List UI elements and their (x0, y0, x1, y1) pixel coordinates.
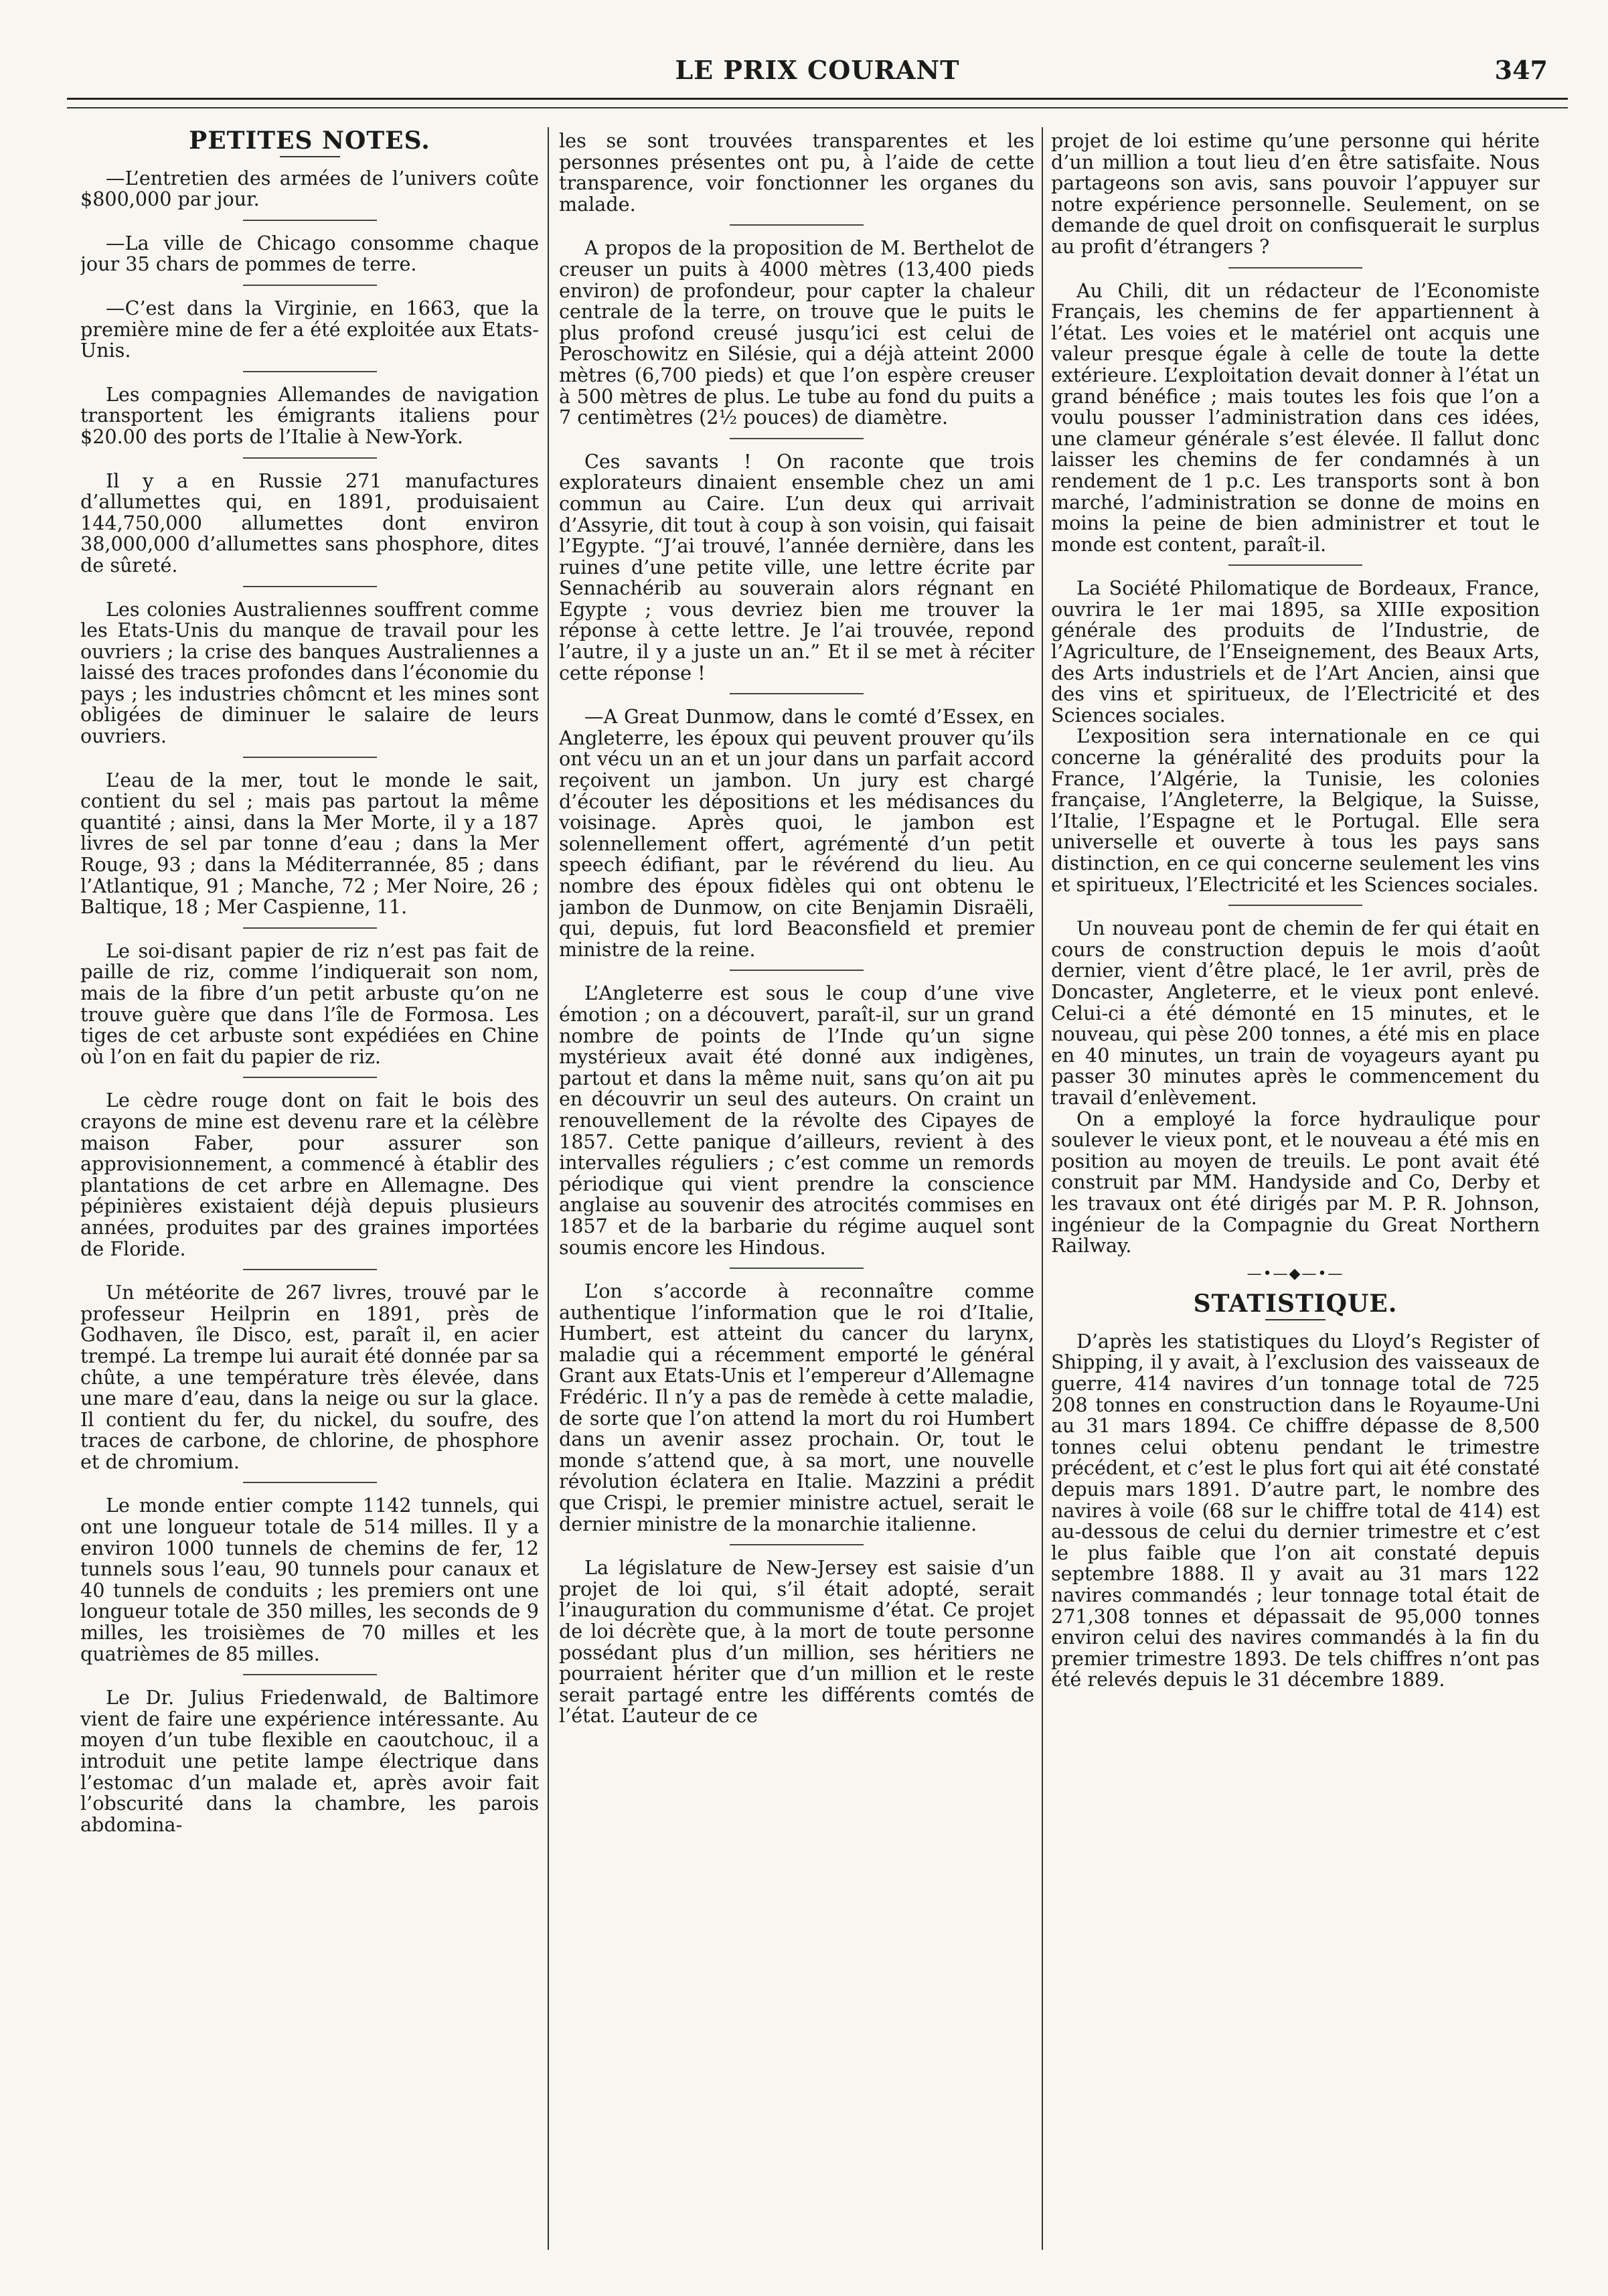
note-separator (243, 1482, 377, 1483)
note: Le monde entier compte 1142 tunnels, qui ont une longueur totale de 514 milles. Il y a environ 1000 tunnels de chemins de fer, 12 tunnels sous l’eau, 90 tunnels pour canaux et 40 tunnels de conduits ; les premiers ont une longueur totale de 350 milles, les seconds de 9 milles, les troisièmes de 70 milles et les quatrièmes de 85 milles. (80, 1494, 539, 1665)
note-separator (243, 220, 377, 221)
note-separator (243, 757, 377, 758)
note-separator (1228, 267, 1362, 269)
note-separator (243, 586, 377, 587)
note-separator (243, 1077, 377, 1078)
note: Le soi-disant papier de riz n’est pas fait de paille de riz, comme l’indiquerait son nom, mais de la fibre d’un petit arbuste qu’on ne trouve guère que dans l’île de Formosa. Les tiges de cet arbuste sont expédiées en Chine où l’on en fait du papier de riz. (80, 939, 539, 1068)
note-separator (243, 1269, 377, 1270)
note: Ces savants ! On raconte que trois explorateurs dinaient ensemble chez un ami commun au Caire. L’un deux qui arrivait d’Assyrie, dit tout à coup à son voisin, qui faisait l’Egypte. “J’ai trouvé, l’année dernière, dans les ruines d’une petite ville, une lettre écrite par Sennachérib au souverain alors régnant en Egypte ; vous devriez bien me trouver la réponse à cette lettre. Je l’ai trouvée, repond l’autre, il y a juste un an.” Et il se met à réciter cette réponse ! (559, 449, 1034, 684)
note: —A Great Dunmow, dans le comté d’Essex, en Angleterre, les époux qui peuvent prouver qu’ils ont vécu un an et un jour dans un parfait accord reçoivent un jambon. Un jury est chargé d’écouter les dépositions et les médisances du voisinage. Après quoi, le jambon est solennellement offert, agrémenté d’un petit speech édifiant, par le révérend du lieu. Au nombre des époux fidèles qui ont obtenu le jambon de Dunmow, on cite Benjamin Disraëli, qui, depuis, fut lord Beaconsfield et premier ministre de la reine. (559, 705, 1034, 961)
note: L’eau de la mer, tout le monde le sait, contient du sel ; mais pas partout la même quantité ; ainsi, dans la Mer Morte, il y a 187 livres de sel par tonne d’eau ; dans la Mer Rouge, 93 ; dans la Méditerrannée, 85 ; dans l’Atlantique, 91 ; Manche, 72 ; Mer Noire, 26 ; Baltique, 18 ; Mer Caspienne, 11. (80, 768, 539, 919)
column-separator (1042, 127, 1043, 2250)
note-separator (243, 457, 377, 459)
note: Les compagnies Allemandes de navigation transportent les émigrants italiens pour $20.00 des ports de l’Italie à New-York. (80, 382, 539, 448)
page-number: 347 (1494, 55, 1548, 85)
note-separator (243, 285, 377, 286)
column-2 (559, 131, 1034, 2240)
note: —C’est dans la Virginie, en 1663, que la première mine de fer a été exploitée aux Etats-Unis. (80, 296, 539, 362)
column-separator (548, 127, 549, 2250)
note-separator (243, 1674, 377, 1675)
note: —L’entretien des armées de l’univers coûte $800,000 par jour. (80, 166, 539, 211)
note: La Société Philomatique de Bordeaux, France, ouvrira le 1er mai 1895, sa XIIIe exposition générale des produits de l’Industrie, de l’Agriculture, de l’Enseignement, des Beaux Arts, des Arts industriels et de l’Art Ancien, ainsi que des vins et spiritueux, de l’Electricité et des Sciences sociales. (1051, 577, 1540, 726)
note: L’exposition sera internationale en ce qui concerne la généralité des produits pour la France, l’Algérie, la Tunisie, les colonies française, l’Angleterre, la Belgique, la Suisse, l’Italie, l’Espagne et le Portugal. Elle sera universelle et ouverte à tous les pays sans distinction, en ce qui concerne seulement les vins et spiritueux, l’Electricité et les Sciences sociales. (1051, 724, 1540, 896)
header-double-rule (67, 107, 1568, 108)
title-rule (1265, 1319, 1325, 1320)
note-separator (730, 693, 864, 694)
column-3 (1051, 131, 1540, 2240)
note: Un nouveau pont de chemin de fer qui était en cours de construction depuis le mois d’août dernier, vient d’être placé, le 1er avril, près de Doncaster, Angleterre, et le vieux pont enlevé. Celui-ci a été démonté en 15 minutes, et le nouveau, qui pèse 200 tonnes, a été mis en place en 40 minutes, un train de voyageurs ayant pu passer 30 minutes après le commencement du travail d’enlèvement. (1051, 917, 1540, 1109)
note: L’Angleterre est sous le coup d’une vive émotion ; on a découvert, paraît-il, sur un grand nombre de points de l’Inde qu’un signe mystérieux avait été donné aux indigènes, partout et dans la même nuit, sans qu’on ait pu en découvrir un seul des auteurs. On craint un renouvellement de la révolte des Cipayes de 1857. Cette panique d’ailleurs, revient à des intervalles réguliers ; c’est comme un remords périodique qui vient prendre la conscience anglaise au souvenir des atrocités commises en 1857 et de la barbarie du régime auquel sont soumis encore les Hindous. (559, 982, 1034, 1259)
note: Au Chili, dit un rédacteur de l’Economiste Français, les chemins de fer appartiennent à l’état. Les voies et le matériel ont acquis une valeur presque égale à celle de toute la dette extérieure. L’exploitation devait donner à l’état un grand bénéfice ; mais toutes les fois que l’on a voulu pousser l’administration dans ces idées, une clameur générale s’est élevée. Il fallut donc laisser les chemins de fer condamnés à un rendement de 1 p.c. Les transports sont à bon marché, l’administration se donne de moins en moins la peine de bien administrer et tout le monde est content, paraît-il. (1051, 279, 1540, 556)
note: Le Dr. Julius Friedenwald, de Baltimore vient de faire une expérience intéressante. Au moyen d’un tube flexible en caoutchouc, il a introduit une petite lampe électrique dans l’estomac d’un malade et, après avoir fait l’obscurité dans la chambre, les parois abdomina- (80, 1686, 539, 1836)
note-separator (730, 224, 864, 226)
ornament-divider: —•—◆—•— (1247, 1265, 1344, 1282)
note-continuation: projet de loi estime qu’une personne qui hérite d’un million a tout lieu d’en être satisfaite. Nous partageons son avis, sans pouvoir l’appuyer sur notre expérience personnelle. Seulement, on se demande de quel droit on confisquerait le surplus au profit d’étrangers ? (1051, 131, 1540, 258)
note-separator (1228, 564, 1362, 566)
note: L’on s’accorde à reconnaître comme authentique l’information que le roi d’Italie, Humbert, est atteint du cancer du larynx, maladie qui a récemment emporté le général Grant aux Etats-Unis et l’empereur d’Allemagne Frédéric. Il n’y a pas de remède à cette maladie, de sorte que l’on attend la mort du roi Humbert dans un avenir assez prochain. Or, tout le monde s’attend que, à sa mort, une nouvelle révolution éclatera en Italie. Mazzini a prédit que Crispi, le premier ministre actuel, serait le dernier ministre de la monarchie italienne. (559, 1280, 1034, 1535)
note: Il y a en Russie 271 manufactures d’allumettes qui, en 1891, produisaient 144,750,000 allumettes dont environ 38,000,000 d’allumettes sans phosphore, dites de sûreté. (80, 469, 539, 577)
section-title-petites-notes: PETITES NOTES. (189, 131, 430, 155)
running-title: LE PRIX COURANT (675, 55, 960, 85)
note: Un météorite de 267 livres, trouvé par le professeur Heilprin en 1891, près de Godhaven, île Disco, est, paraît il, en acier trempé. La trempe lui aurait été donnée par sa chûte, a une température très élevée, dans une mare d’eau, dans la neige ou sur la glace. Il contient du fer, du nickel, du soufre, des traces de carbone, de chlorine, de phosphore et de chromium. (80, 1281, 539, 1473)
note: —La ville de Chicago consomme chaque jour 35 chars de pommes de terre. (80, 231, 539, 276)
note: La législature de New-Jersey est saisie d’un projet de loi qui, s’il était adopté, serait l’inauguration du communisme d’état. Ce projet de loi décrète que, à la mort de toute personne possédant plus d’un million, ses héritiers ne pourraient hériter que d’un million et le reste serait partagé entre les différents comtés de l’état. L’auteur de ce (559, 1556, 1034, 1728)
running-head (67, 52, 1568, 100)
title-rule (280, 156, 340, 157)
note: On a employé la force hydraulique pour soulever le vieux pont, et le nouveau a été mis en position au moyen de treuils. Le pont avait été construit par MM. Handyside and Co, Derby et les travaux ont été dirigés par M. P. R. Johnson, ingénieur de la Compagnie du Great Northern Railway. (1051, 1107, 1540, 1257)
note: A propos de la proposition de M. Berthelot de creuser un puits à 4000 mètres (13,400 pieds environ) de profondeur, pour capter la chaleur centrale de la terre, on trouve que le puits le plus profond creusé jusqu’ici est celui de Peroschowitz en Silésie, qui a déjà atteint 2000 mètres (6,700 pieds) et que l’on espère creuser à 500 mètres de plus. Le tube au fond du puits a 7 centimètres (2½ pouces) de diamètre. (559, 236, 1034, 429)
note-separator (730, 1268, 864, 1269)
statistique-text: D’après les statistiques du Lloyd’s Register of Shipping, il y avait, à l’exclusion des vaisseaux de guerre, 414 navires d’un tonnage total de 725 208 tonnes en construction dans le Royaume-Uni au 31 mars 1894. Ce chiffre dépasse de 8,500 tonnes celui obtenu pendant le trimestre précédent, et c’est le plus fort qui ait été constaté depuis mars 1891. D’autre part, le nombre des navires à voile (68 sur le chiffre total de 414) est au-dessous de celui du dernier trimestre et c’est le plus faible que l’on ait constaté depuis septembre 1888. Il y avait au 31 mars 122 navires commandés ; leur tonnage total était de 271,308 tonnes et dépassait de 95,000 tonnes environ celui des navires commandés à la fin du premier trimestre 1893. De tels chiffres n’ont pas été relevés depuis le 31 décembre 1889. (1051, 1329, 1540, 1691)
note-separator (730, 970, 864, 971)
note: Le cèdre rouge dont on fait le bois des crayons de mine est devenu rare et la célèbre maison Faber, pour assurer son approvisionnement, a commencé à établir des plantations de cet arbre en Allemagne. Des pépinières existaient déjà depuis plusieurs années, produites par des graines importées de Floride. (80, 1089, 539, 1260)
note-separator (730, 1544, 864, 1545)
note-separator (243, 371, 377, 372)
section-title-statistique: STATISTIQUE. (1193, 1290, 1398, 1318)
note-separator (243, 927, 377, 929)
note-continuation: les se sont trouvées transparentes et les personnes présentes ont pu, à l’aide de cette transparence, voir fonctionner les organes du malade. (559, 131, 1034, 216)
note-separator (730, 438, 864, 439)
column-1 (80, 131, 539, 2240)
note: Les colonies Australiennes souffrent comme les Etats-Unis du manque de travail pour les ouvriers ; la crise des banques Australiennes a laissé des traces profondes dans l’économie du pays ; les industries chômcnt et les mines sont obligées de diminuer le salaire de leurs ouvriers. (80, 597, 539, 748)
note-separator (1228, 905, 1362, 906)
